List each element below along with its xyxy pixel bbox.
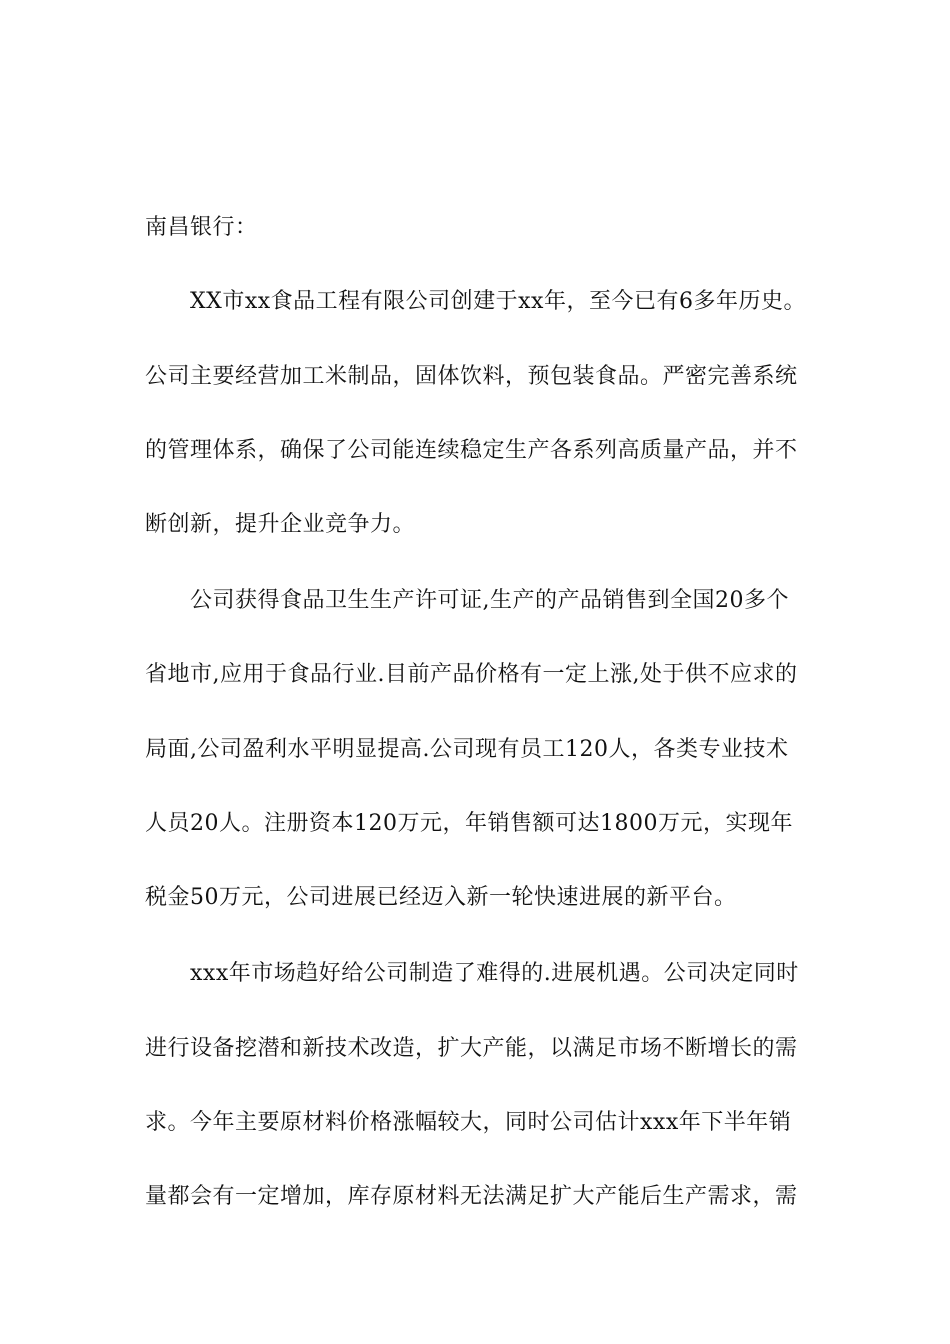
paragraph-1-line-4: 断创新，提升企业竞争力。 <box>145 512 416 537</box>
paragraph-1-line-2: 公司主要经营加工米制品，固体饮料，预包装食品。严密完善系统 <box>145 364 798 389</box>
paragraph-2-line-3: 局面,公司盈利水平明显提高.公司现有员工120人，各类专业技术 <box>145 737 789 762</box>
paragraph-3-line-1: xxx年市场趋好给公司制造了难得的.进展机遇。公司决定同时 <box>190 961 799 986</box>
paragraph-2-line-1: 公司获得食品卫生生产许可证,生产的产品销售到全国20多个 <box>190 588 789 613</box>
paragraph-3-line-2: 进行设备挖潜和新技术改造，扩大产能，以满足市场不断增长的需 <box>145 1036 798 1061</box>
paragraph-2-line-2: 省地市,应用于食品行业.目前产品价格有一定上涨,处于供不应求的 <box>145 662 798 687</box>
salutation: 南昌银行： <box>145 215 258 240</box>
paragraph-3-line-4: 量都会有一定增加，库存原材料无法满足扩大产能后生产需求，需 <box>145 1184 798 1209</box>
paragraph-1-line-1: XX市xx食品工程有限公司创建于xx年，至今已有6多年历史。 <box>190 289 806 314</box>
paragraph-3-line-3: 求。今年主要原材料价格涨幅较大，同时公司估计xxx年下半年销 <box>145 1110 792 1135</box>
paragraph-1-line-3: 的管理体系，确保了公司能连续稳定生产各系列高质量产品，并不 <box>145 438 798 463</box>
paragraph-2-line-4: 人员20人。注册资本120万元，年销售额可达1800万元，实现年 <box>145 811 793 836</box>
paragraph-2-line-5: 税金50万元，公司进展已经迈入新一轮快速进展的新平台。 <box>145 885 737 910</box>
